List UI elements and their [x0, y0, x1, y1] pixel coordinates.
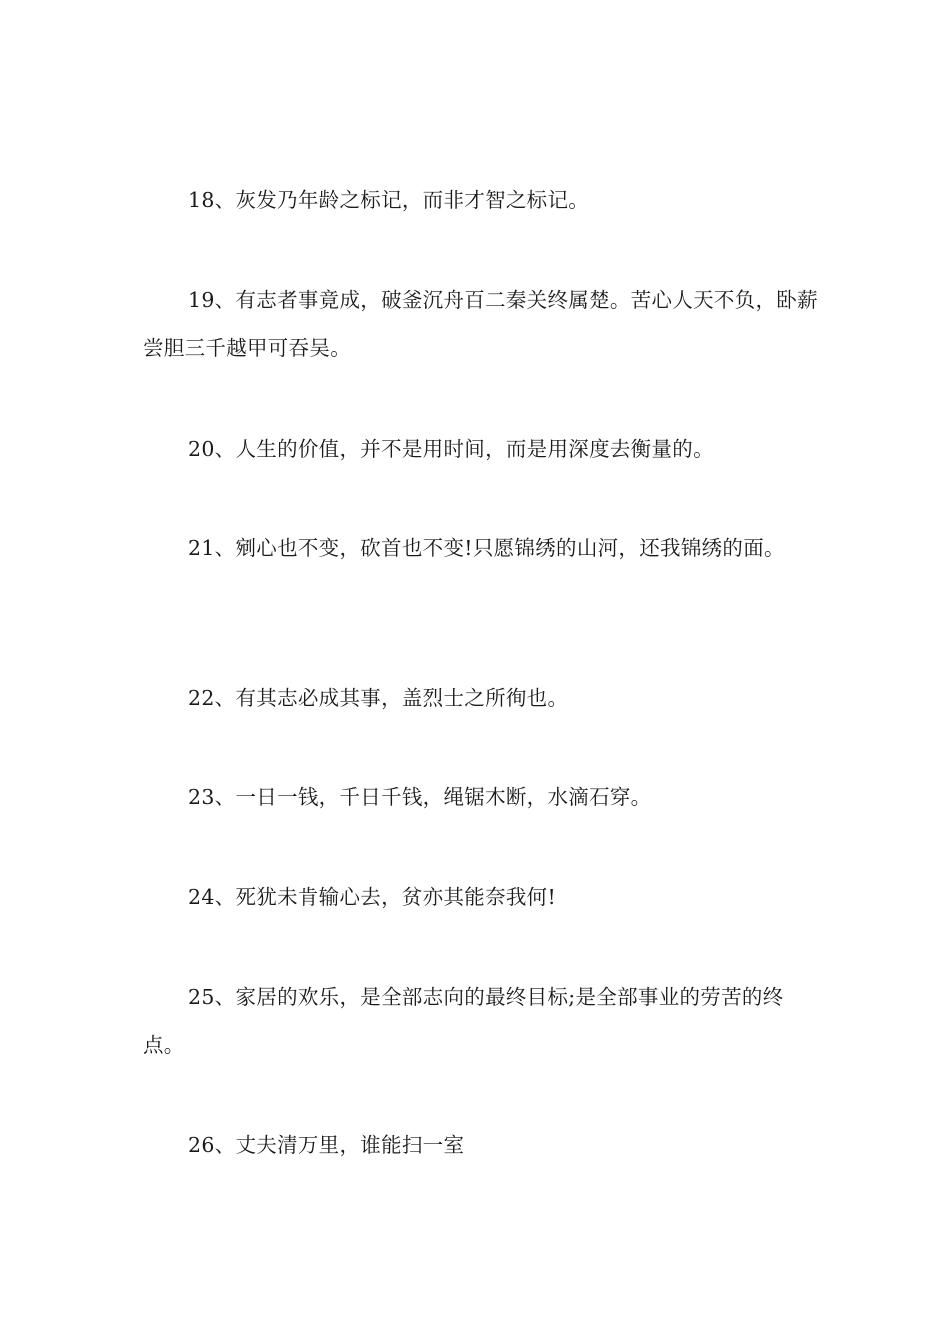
quote-24: 24、死犹未肯输心去，贫亦其能奈我何!: [188, 885, 557, 909]
quote-23: 23、一日一钱，千日千钱，绳锯木断，水滴石穿。: [188, 785, 652, 809]
quote-18: 18、灰发乃年龄之标记，而非才智之标记。: [188, 188, 590, 212]
quote-20: 20、人生的价值，并不是用时间，而是用深度去衡量的。: [188, 437, 714, 461]
quote-21: 21、剜心也不变，砍首也不变!只愿锦绣的山河，还我锦绣的面。: [188, 536, 785, 560]
quote-22: 22、有其志必成其事，盖烈士之所徇也。: [188, 686, 569, 710]
quote-26: 26、丈夫清万里，谁能扫一室: [188, 1133, 465, 1157]
quote-19: 19、有志者事竟成，破釜沉舟百二秦关终属楚。苦心人天不负，卧薪尝胆三千越甲可吞吴。: [143, 288, 818, 360]
quote-25: 25、家居的欢乐，是全部志向的最终目标;是全部事业的劳苦的终点。: [143, 985, 784, 1057]
